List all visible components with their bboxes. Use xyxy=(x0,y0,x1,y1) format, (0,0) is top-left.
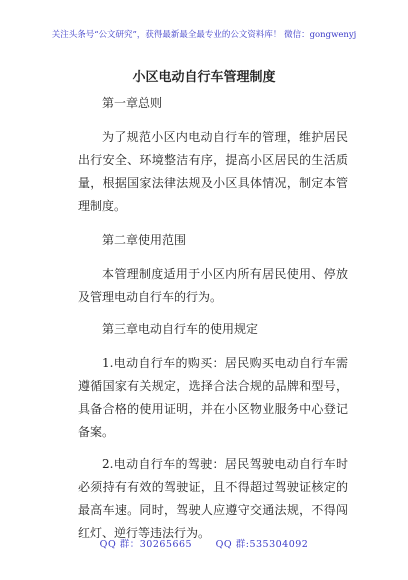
document-body xyxy=(78,92,348,545)
chapter3-heading: 第三章电动自行车的使用规定 xyxy=(102,322,259,336)
rule1-paragraph: 1.电动自行车的购买：居民购买电动自行车需遵循国家有关规定，选择合法合规的品牌和型号，具备合格的使用证明，并在小区物业服务中心登记备案。 xyxy=(78,356,348,439)
rule2-paragraph: 2.电动自行车的驾驶：居民驾驶电动自行车时必须持有有效的驾驶证，且不得超过驾驶证核定的最高车速。同时，驾驶人应遵守交通法规，不得闯红灯、逆行等违法行为。 xyxy=(78,457,348,540)
chapter2-heading: 第二章使用范围 xyxy=(102,233,187,247)
chapter1-paragraph: 为了规范小区内电动自行车的管理，维护居民出行安全、环境整洁有序，提高小区居民的生活质量，根据国家法律法规及小区具体情况，制定本管理制度。 xyxy=(78,130,348,213)
footer-contacts xyxy=(0,536,408,550)
chapter2-paragraph: 本管理制度适用于小区内所有居民使用、停放及管理电动自行车的行为。 xyxy=(78,267,348,304)
footer-qq-group-1: QQ 群：30265665 xyxy=(99,539,193,550)
header-notice: 关注头条号“公文研究”，获得最新最全最专业的公文资料库！ 微信：gongwenyj xyxy=(51,30,357,40)
document-title: 小区电动自行车管理制度 xyxy=(132,70,276,85)
chapter1-heading: 第一章总则 xyxy=(102,96,163,110)
footer-qq-group-2: QQ 群:535304092 xyxy=(215,539,309,550)
